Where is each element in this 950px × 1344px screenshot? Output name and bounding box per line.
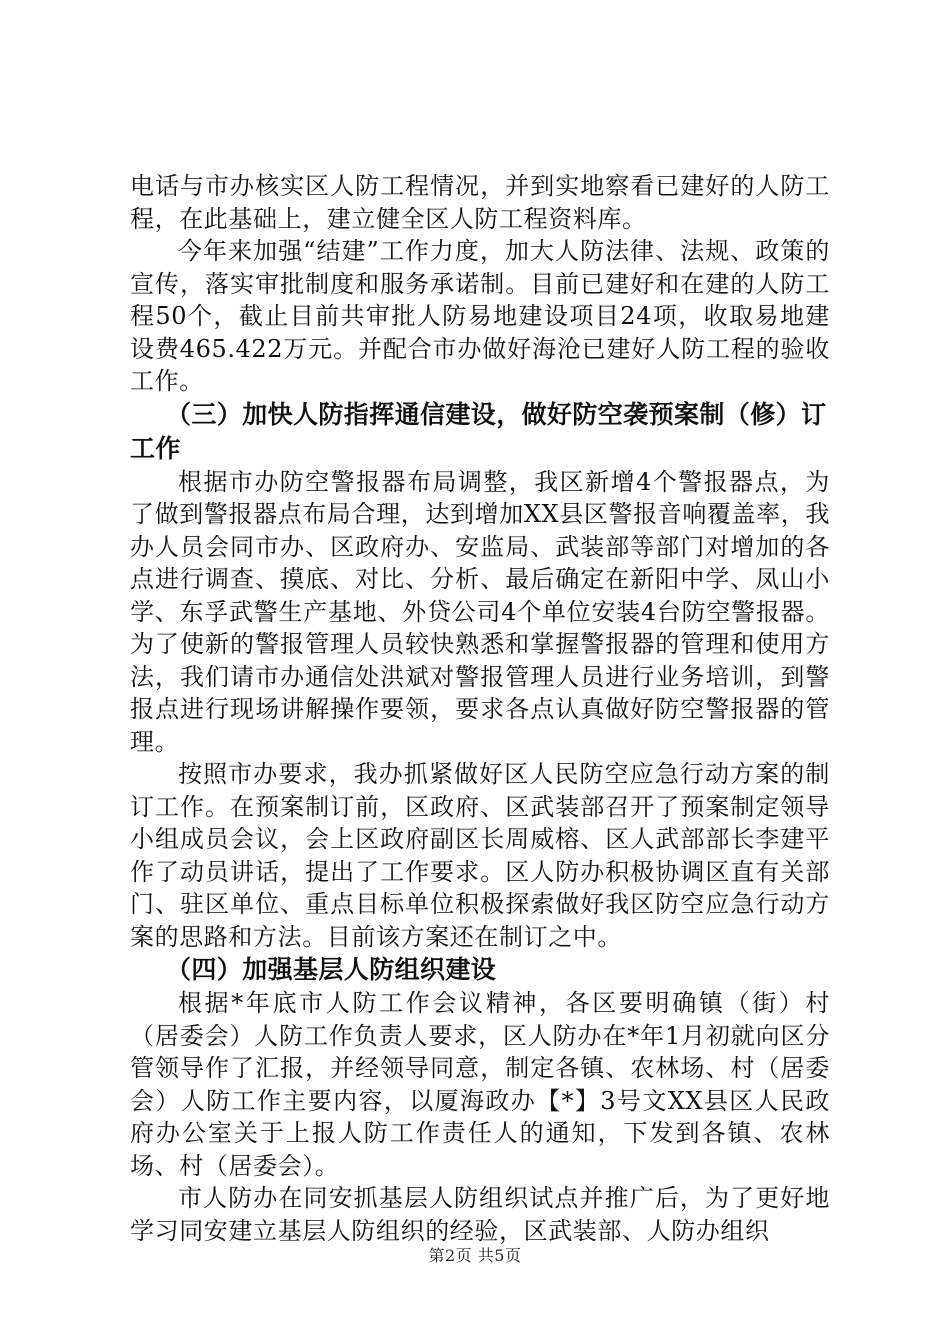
section-heading-3: （三）加快人防指挥通信建设，做好防空袭预案制（修）订工作 (130, 399, 827, 463)
document-body (130, 170, 830, 1247)
paragraph-responsible-persons: 根据*年底市人防工作会议精神，各区要明确镇（街）村（居委会）人防工作负责人要求，区人防办在*年1月初就向区分管领导作了汇报，并经领导同意，制定各镇、农林场、村（居委会）人防工作主要内容，以厦海政办【*】3号文XX县区人民政府办公室关于上报人防工作责任人的通知，下发到各镇、农林场、村（居委会）。 (130, 989, 830, 1180)
section-heading-4: （四）加强基层人防组织建设 (166, 955, 497, 984)
paragraph-emergency-plan: 按照市办要求，我办抓紧做好区人民防空应急行动方案的制订工作。在预案制订前，区政府、区武装部召开了预案制定领导小组成员会议，会上区政府副区长周威榕、区人武部部长李建平作了动员讲话，提出了工作要求。区人防办积极协调区直有关部门、驻区单位、重点目标单位积极探索做好我区防空应急行动方案的思路和方法。目前该方案还在制订之中。 (130, 760, 830, 951)
page-number-footer: 第2页 共5页 (428, 1246, 522, 1265)
paragraph-alarm-layout: 根据市办防空警报器布局调整，我区新增4个警报器点，为了做到警报器点布局合理，达到增加XX县区警报音响覆盖率，我办人员会同市办、区政府办、安监局、武装部等部门对增加的各点进行调查、摸底、对比、分析、最后确定在新阳中学、凤山小学、东孚武警生产基地、外贷公司4个单位安装4台防空警报器。为了使新的警报管理人员较快熟悉和掌握警报器的管理和使用方法，我们请市办通信处洪斌对警报管理人员进行业务培训，到警报点进行现场讲解操作要领，要求各点认真做好防空警报器的管理。 (130, 467, 830, 756)
paragraph-continuation: 电话与市办核实区人防工程情况，并到实地察看已建好的人防工程，在此基础上，建立健全区人防工程资料库。 (130, 172, 830, 233)
paragraph-jiejian-work: 今年来加强“结建”工作力度，加大人防法律、法规、政策的宣传，落实审批制度和服务承诺制。目前已建好和在建的人防工程50个，截止目前共审批人防易地建设项目24项，收取易地建设费465.422万元。并配合市办做好海沧已建好人防工程的验收工作。 (130, 237, 830, 395)
paragraph-tongan-pilot: 市人防办在同安抓基层人防组织试点并推广后，为了更好地学习同安建立基层人防组织的经验，区武装部、人防办组织 (130, 1184, 830, 1245)
